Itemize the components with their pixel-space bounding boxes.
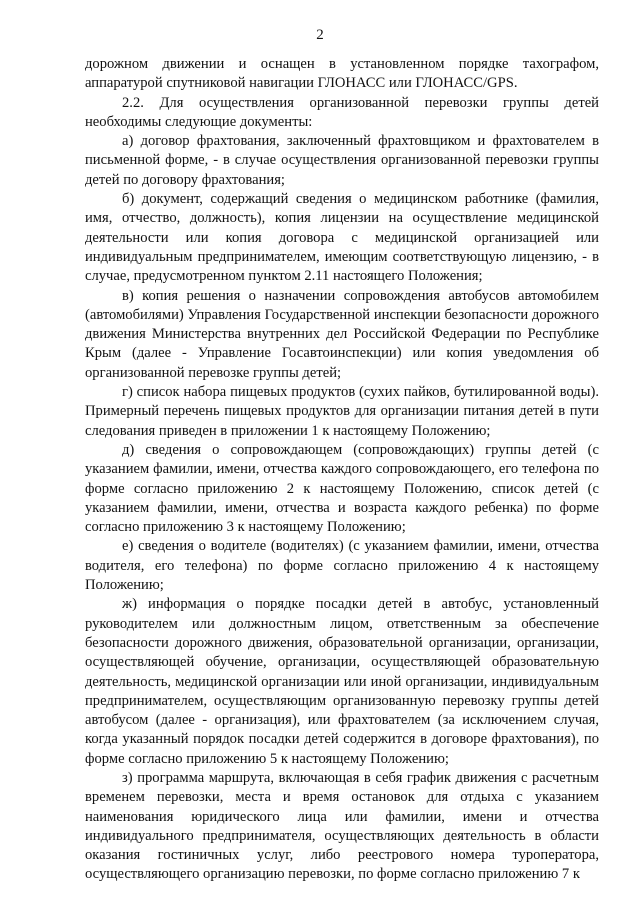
- paragraph-continuation: дорожном движении и оснащен в установленном порядке тахографом, аппаратурой спутниковой навигации ГЛОНАСС или ГЛОНАСС/GPS.: [85, 56, 599, 92]
- paragraph-item-z: з) программа маршрута, включающая в себя график движения с расчетным временем перевозки, места и время остановок для отдыха с указанием наименования юридического лица или фамилии, имени и отчества индивидуального предпринимателя, осуществляющих деятельность в области оказания гостиничных услуг, либо реестрового номера туроператора, осуществляющего организацию перевозки, по форме согласно приложению 7 к: [85, 769, 599, 883]
- paragraph-item-e: е) сведения о водителе (водителях) (с указанием фамилии, имени, отчества водителя, его телефона) по форме согласно приложению 4 к настоящему Положению;: [85, 538, 599, 594]
- paragraph-item-g: г) список набора пищевых продуктов (сухих пайков, бутилированной воды). Примерный перечень пищевых продуктов для организации питания детей в пути следования приведен в приложении 1 к настоящему Положению;: [85, 384, 599, 439]
- paragraph-item-b: б) документ, содержащий сведения о медицинском работнике (фамилия, имя, отчество, должность), копия лицензии на осуществление медицинской деятельности или копия договора с медицинской организацией или индивидуальным предпринимателем, имеющим соответствующую лицензию, - в случае, предусмотренном пунктом 2.11 настоящего Положения;: [85, 191, 599, 285]
- page-number: 2: [316, 27, 324, 43]
- paragraph-item-zh: ж) информация о порядке посадки детей в автобус, установленный руководителем или должностным лицом, ответственным за обеспечение безопасности дорожного движения, образовательной организации, организации, осуществляющей обучение, организации, осуществляющей образовательную деятельность, медицинской организации или иной организации, индивидуальным предпринимателем, осуществляющим организованную перевозку группы детей автобусом (далее - организация), или фрахтователем (за исключением случая, когда указанный порядок посадки детей содержится в договоре фрахтования), по форме согласно приложению 5 к настоящему Положению;: [85, 596, 599, 767]
- paragraph-item-d: д) сведения о сопровождающем (сопровождающих) группы детей (с указанием фамилии, имени, отчества каждого сопровождающего, его телефона по форме согласно приложению 2 к настоящему Положению, список детей (с указанием фамилии, имени, отчества и возраста каждого ребенка) по форме согласно приложению 3 к настоящему Положению;: [85, 441, 599, 536]
- paragraph-section-2-2: 2.2. Для осуществления организованной перевозки группы детей необходимы следующие документы:: [85, 94, 599, 130]
- document-body: [85, 55, 599, 885]
- paragraph-item-v: в) копия решения о назначении сопровождения автобусов автомобилем (автомобилями) Управления Государственной инспекции безопасности дорожного движения Министерства внутренних дел Российской Федерации по Республике Крым (далее - Управление Госавтоинспекции) или копия уведомления об организованной перевозке группы детей;: [85, 287, 599, 381]
- paragraph-item-a: а) договор фрахтования, заключенный фрахтовщиком и фрахтователем в письменной форме, - в случае осуществления организованной перевозки группы детей по договору фрахтования;: [85, 133, 599, 188]
